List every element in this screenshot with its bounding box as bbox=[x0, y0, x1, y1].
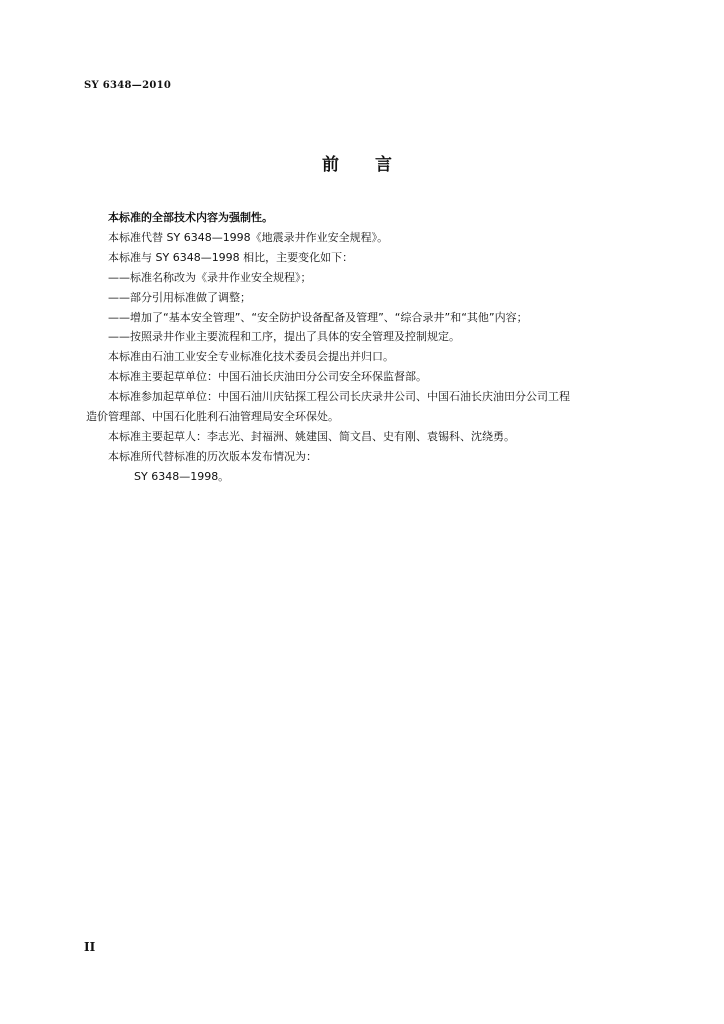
page-number: II bbox=[84, 940, 96, 954]
drafters-statement: 本标准主要起草人：李志光、封福洲、姚建国、简文昌、史有刚、袁锡科、沈绕勇。 bbox=[108, 429, 515, 443]
preface-body bbox=[86, 208, 646, 487]
change-item: ——增加了“基本安全管理”、“安全防护设备配备及管理”、“综合录井”和“其他”内容； bbox=[108, 310, 528, 324]
change-item: ——部分引用标准做了调整； bbox=[108, 290, 251, 304]
proposer-statement: 本标准由石油工业安全专业标准化技术委员会提出并归口。 bbox=[108, 350, 394, 364]
participating-drafter-continuation: 造价管理部、中国石化胜利石油管理局安全环保处。 bbox=[86, 410, 339, 424]
history-item: SY 6348—1998。 bbox=[134, 469, 230, 483]
main-drafter-statement: 本标准主要起草单位：中国石油长庆油田分公司安全环保监督部。 bbox=[108, 370, 427, 384]
replacement-statement: 本标准代替 SY 6348—1998《地震录井作业安全规程》。 bbox=[108, 230, 389, 244]
changes-intro: 本标准与 SY 6348—1998 相比，主要变化如下： bbox=[108, 250, 354, 264]
standard-number: SY 6348—2010 bbox=[84, 80, 172, 91]
change-item: ——标准名称改为《录井作业安全规程》； bbox=[108, 270, 312, 284]
participating-drafter-statement: 本标准参加起草单位：中国石油川庆钻探工程公司长庆录井公司、中国石油长庆油田分公司工程 bbox=[108, 390, 570, 404]
mandatory-statement: 本标准的全部技术内容为强制性。 bbox=[108, 211, 273, 224]
change-item: ——按照录井作业主要流程和工序，提出了具体的安全管理及控制规定。 bbox=[108, 330, 460, 344]
history-intro: 本标准所代替标准的历次版本发布情况为： bbox=[108, 449, 317, 463]
page-title: 前言 bbox=[322, 155, 428, 175]
